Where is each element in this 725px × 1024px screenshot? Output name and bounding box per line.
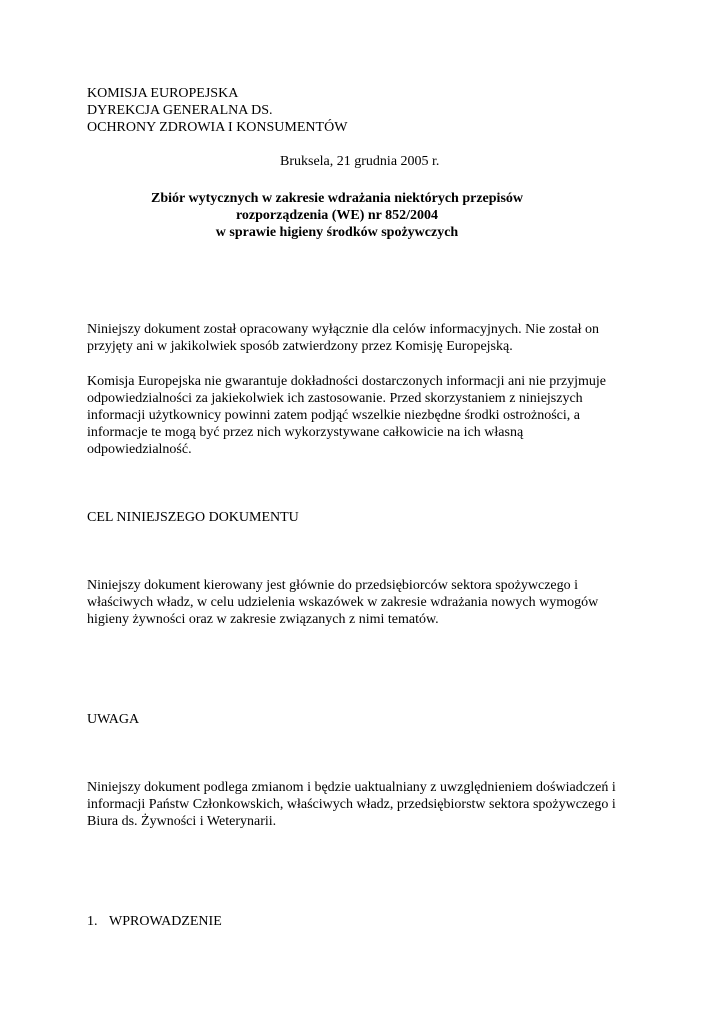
paragraph-line: Komisja Europejska nie gwarantuje dokładności dostarczonych informacji ani nie przyjmuje — [87, 374, 607, 389]
paragraph-line: informacji Państw Członkowskich, właściwych władz, przedsiębiorstw sektora spożywczego i — [87, 797, 616, 812]
paragraph-line: informacje te mogą być przez nich wykorzystywane całkowicie na ich własną — [87, 425, 524, 440]
document-date — [280, 153, 580, 170]
paragraph-line: przyjęty ani w jakikolwiek sposób zatwierdzony przez Komisję Europejską. — [87, 339, 513, 354]
paragraph-line: Biura ds. Żywności i Weterynarii. — [87, 814, 277, 829]
issuer-header — [87, 85, 657, 136]
paragraph-line: higieny żywności oraz w zakresie związanych z nimi tematów. — [87, 612, 439, 627]
purpose-paragraph — [87, 577, 657, 628]
issuer-line-3: OCHRONY ZDROWIA I KONSUMENTÓW — [87, 120, 348, 135]
title-line-2: rozporządzenia (WE) nr 852/2004 — [235, 208, 439, 223]
paragraph-line: odpowiedzialność. — [87, 442, 192, 457]
paragraph-line: Niniejszy dokument kierowany jest głównie do przedsiębiorców sektora spożywczego i — [87, 578, 579, 593]
issuer-line-2: DYREKCJA GENERALNA DS. — [87, 103, 273, 118]
section-heading-line — [87, 913, 657, 930]
section-heading-text: UWAGA — [87, 712, 140, 727]
document-title — [87, 190, 587, 241]
disclaimer-paragraph-2 — [87, 373, 657, 458]
paragraph-line: odpowiedzialności za jakiekolwiek ich zastosowanie. Przed skorzystaniem z niniejszych — [87, 391, 583, 406]
date-text: Bruksela, 21 grudnia 2005 r. — [280, 154, 440, 169]
paragraph-line: Niniejszy dokument podlega zmianom i będzie uaktualniany z uwzględnieniem doświadczeń i — [87, 780, 616, 795]
title-line-1: Zbiór wytycznych w zakresie wdrażania niektórych przepisów — [150, 191, 523, 206]
section-heading-note — [87, 711, 657, 728]
issuer-line-1: KOMISJA EUROPEJSKA — [87, 86, 239, 101]
title-line-3: w sprawie higieny środków spożywczych — [215, 225, 459, 240]
note-paragraph — [87, 779, 657, 830]
section-number: 1. — [87, 914, 98, 929]
section-heading-text: WPROWADZENIE — [109, 914, 222, 929]
section-heading-purpose — [87, 509, 657, 526]
section-heading-text: CEL NINIEJSZEGO DOKUMENTU — [87, 510, 299, 525]
paragraph-line: Niniejszy dokument został opracowany wyłącznie dla celów informacyjnych. Nie został on — [87, 322, 599, 337]
section-heading-introduction — [87, 913, 657, 930]
disclaimer-paragraph-1 — [87, 321, 657, 355]
paragraph-line: informacji użytkownicy powinni zatem podjąć wszelkie niezbędne środki ostrożności, a — [87, 408, 580, 423]
paragraph-line: właściwych władz, w celu udzielenia wskazówek w zakresie wdrażania nowych wymogów — [87, 595, 599, 610]
